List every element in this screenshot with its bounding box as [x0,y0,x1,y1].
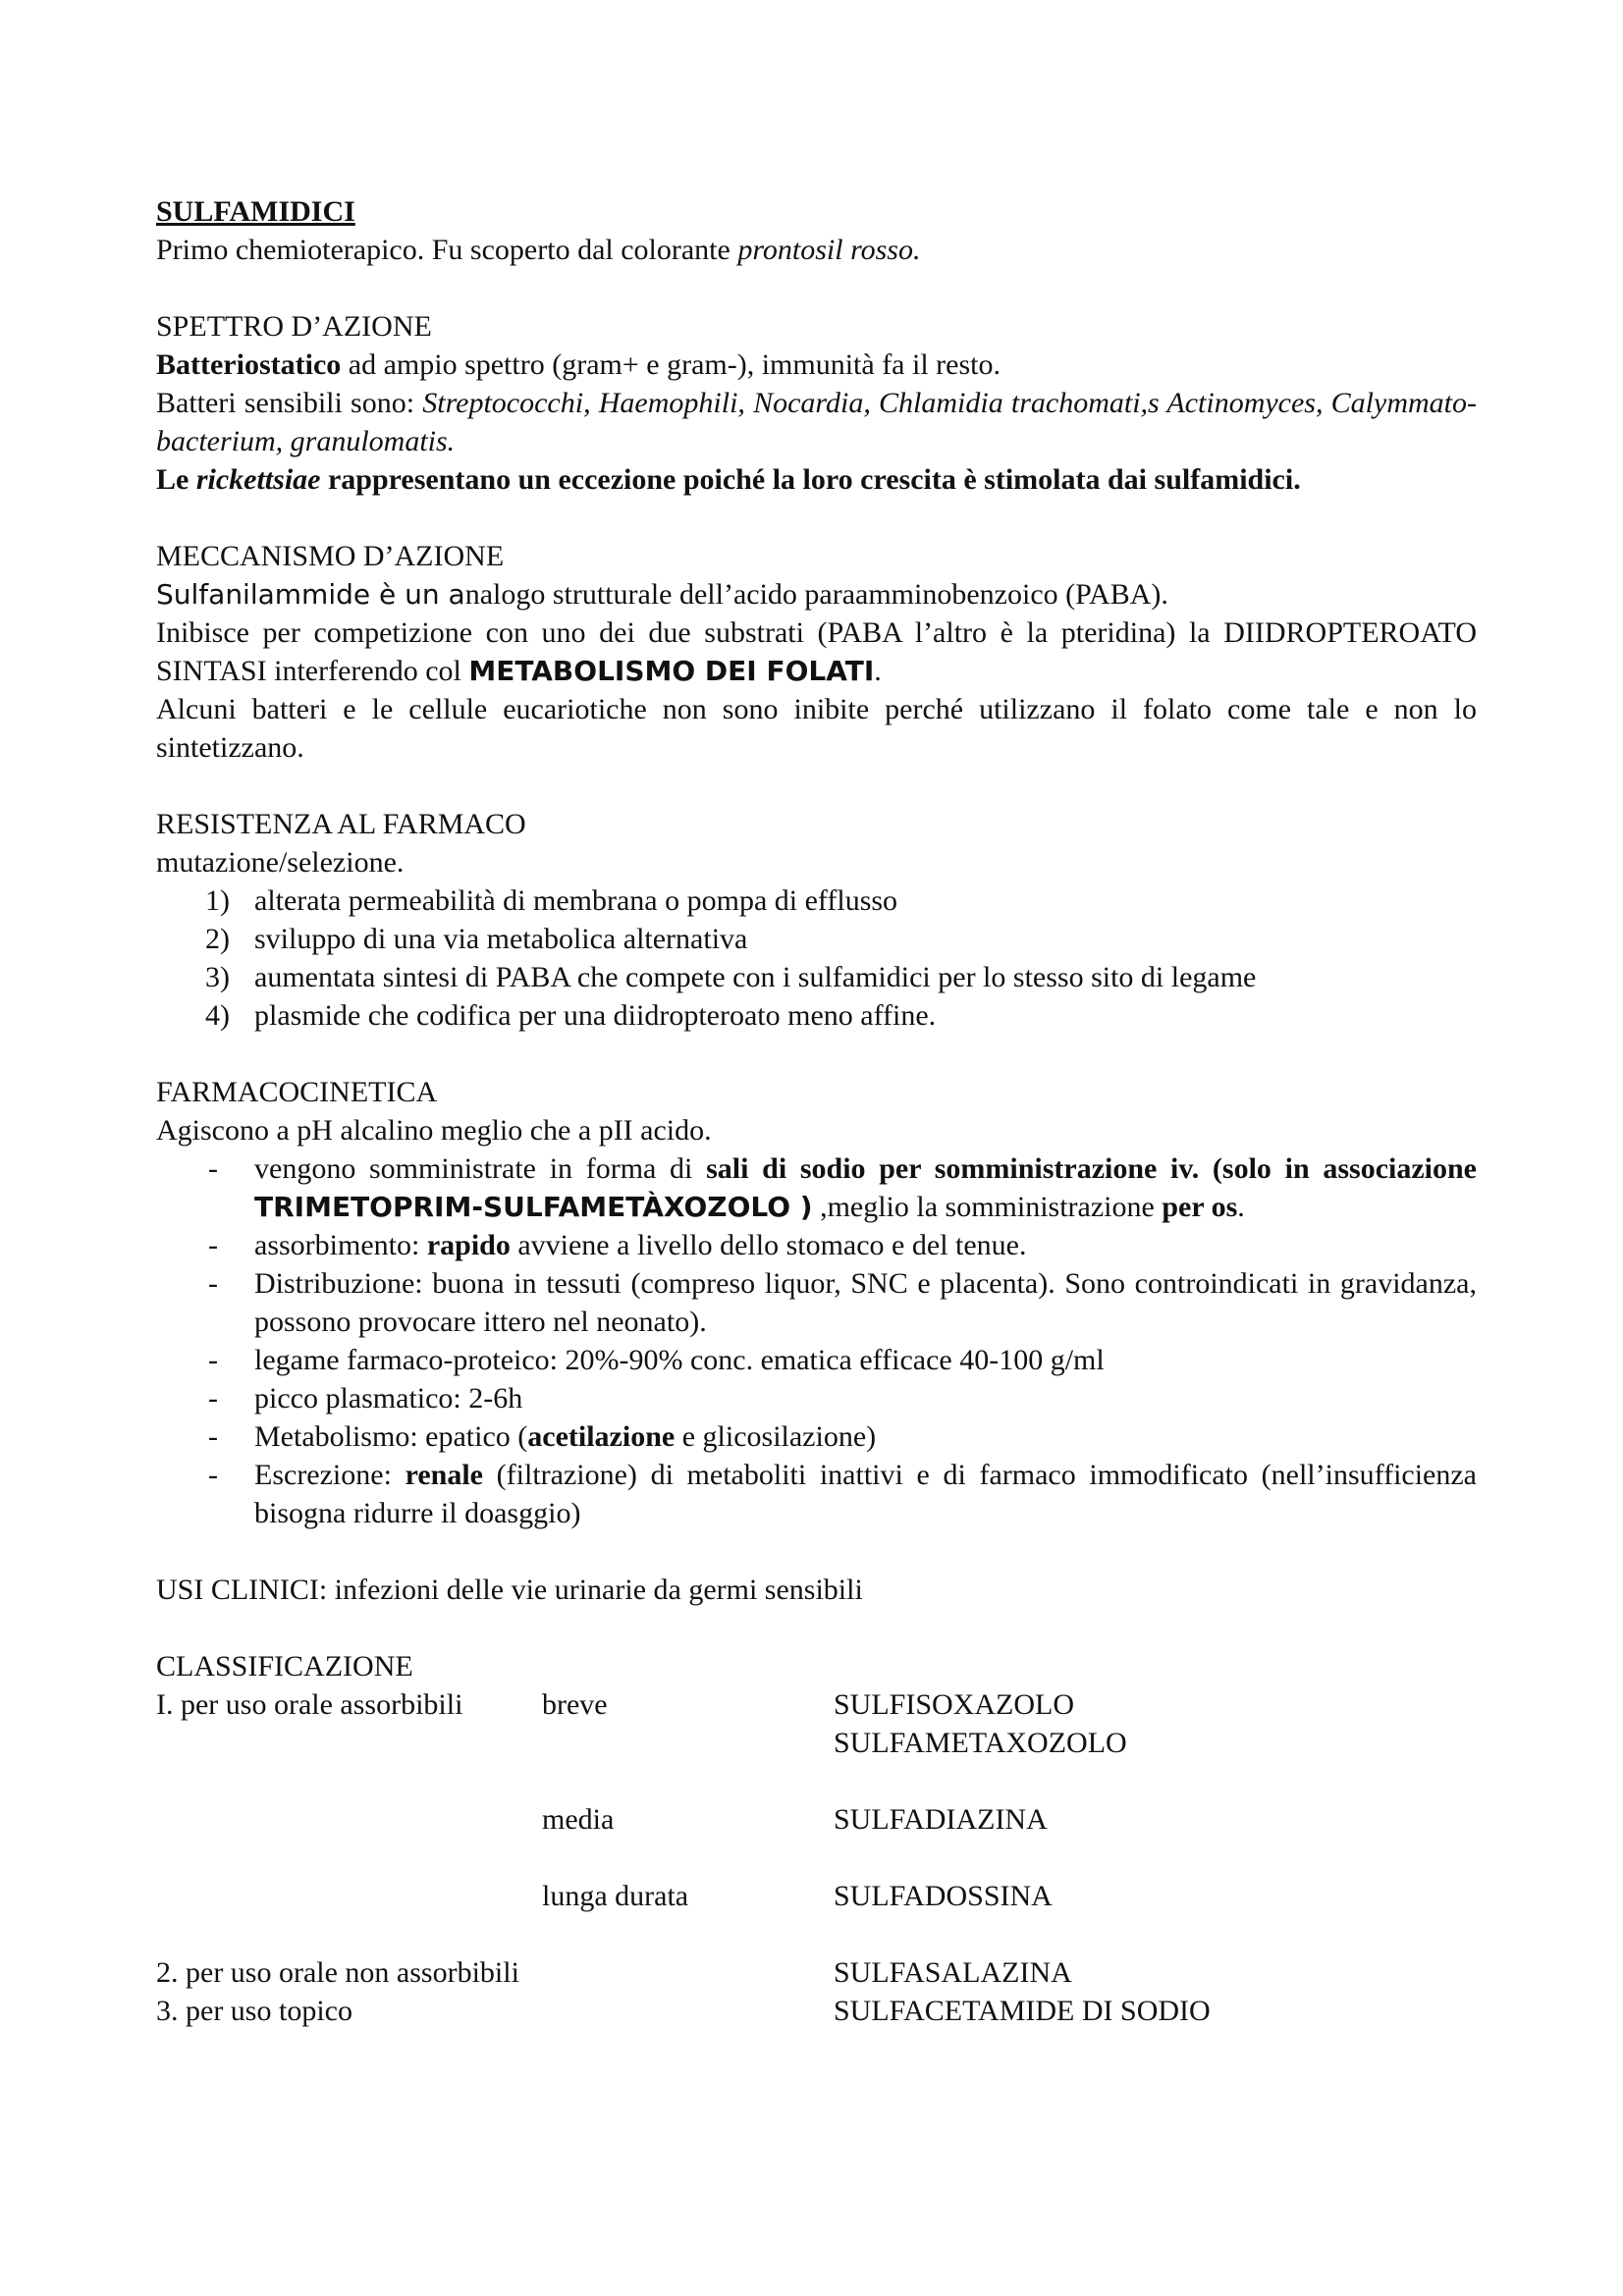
resistenza-section [156,805,1477,1035]
spettro-line-1: Batteriostatico ad ampio spettro (gram+ e gram-), immunità fa il resto. [156,348,1001,381]
spettro-section [156,307,1477,499]
farmacocinetica-list [156,1149,1477,1532]
usi-clinici: USI CLINICI: infezioni delle vie urinarie da germi sensibili [156,1574,863,1606]
table-cell [542,1953,834,1992]
list-item: 1) alterata permeabilità di membrana o pompa di efflusso [205,884,898,917]
table-cell [156,1839,542,1877]
table-cell [156,1800,542,1839]
classificazione-section [156,1647,1477,2030]
table-cell: 2. per uso orale non assorbibili [156,1956,519,1989]
meccanismo-paragraph-3: Alcuni batteri e le cellule eucariotiche non sono inibite perché utilizzano il folato come tale e non lo sintetizzano. [156,693,1477,764]
table-cell [156,1877,542,1915]
document-page [156,192,1477,2030]
section-heading: SPETTRO D’AZIONE [156,310,432,343]
table-cell [542,1839,834,1877]
spettro-line-3: Le rickettsiae rappresentano un eccezione poiché la loro crescita è stimolata dai sulfamidici. [156,463,1301,496]
document-title: SULFAMIDICI [156,195,355,228]
intro-paragraph: Primo chemioterapico. Fu scoperto dal colorante prontosil rosso. [156,234,921,266]
table-cell [156,1762,542,1800]
list-item: - legame farmaco-proteico: 20%-90% conc. ematica efficace 40-100 g/ml [208,1344,1105,1376]
section-heading: RESISTENZA AL FARMACO [156,808,526,840]
list-item: - vengono somministrate in forma di sali di sodio per somministrazione iv. (solo in associazione TRIMETOPRIM-SULFAMETÀXOZOLO ) ,meglio la somministrazione per os. [208,1152,1477,1223]
resistenza-intro: mutazione/selezione. [156,846,405,879]
list-item: - Metabolismo: epatico (acetilazione e glicosilazione) [208,1420,877,1453]
list-item: - assorbimento: rapido avviene a livello dello stomaco e del tenue. [208,1229,1027,1261]
classificazione-table [156,1685,1477,2030]
section-heading: CLASSIFICAZIONE [156,1650,413,1682]
table-cell: SULFACETAMIDE DI SODIO [834,1995,1211,2027]
table-cell [156,1724,542,1762]
table-cell: SULFAMETAXOZOLO [834,1727,1127,1759]
resistenza-list [156,881,1477,1035]
table-cell [834,1915,1477,1953]
spettro-line-2: Batteri sensibili sono: Streptococchi, Haemophili, Nocardia, Chlamidia trachomati,s Actinomyces, Calymmato-bacterium, granulomatis. [156,387,1477,457]
farmacocinetica-section [156,1073,1477,1532]
list-item: 2) sviluppo di una via metabolica alternativa [205,923,748,955]
list-item: 3) aumentata sintesi di PABA che compete con i sulfamidici per lo stesso sito di legame [205,961,1257,993]
table-cell: SULFADOSSINA [834,1880,1053,1912]
table-cell [542,1762,834,1800]
section-heading: MECCANISMO D’AZIONE [156,540,505,572]
section-heading: FARMACOCINETICA [156,1076,438,1108]
list-item: - picco plasmatico: 2-6h [208,1382,523,1415]
table-cell: lunga durata [542,1880,689,1912]
table-cell [156,1915,542,1953]
meccanismo-paragraph-1: Sulfanilammide è un analogo strutturale dell’acido paraamminobenzoico (PABA). [156,578,1168,611]
table-cell: 3. per uso topico [156,1995,352,2027]
table-cell: I. per uso orale assorbibili [156,1688,463,1721]
table-cell: breve [542,1688,608,1721]
farmacocinetica-intro: Agiscono a pH alcalino meglio che a pII acido. [156,1114,712,1147]
meccanismo-paragraph-2: Inibisce per competizione con uno dei due substrati (PABA l’altro è la pteridina) la DIIDROPTEROATO SINTASI interferendo col METABOLISMO DEI FOLATI. [156,616,1477,687]
list-item: 4) plasmide che codifica per una diidropteroato meno affine. [205,999,937,1032]
meccanismo-section [156,537,1477,767]
table-cell: media [542,1803,615,1836]
list-item: - Escrezione: renale (filtrazione) di metaboliti inattivi e di farmaco immodificato (nell’insufficienza bisogna ridurre il doasggio) [208,1459,1477,1529]
table-cell [542,1724,834,1762]
table-cell [542,1992,834,2030]
table-cell: SULFASALAZINA [834,1956,1072,1989]
table-cell [834,1762,1477,1800]
list-item: - Distribuzione: buona in tessuti (compreso liquor, SNC e placenta). Sono controindicati in gravidanza, possono provocare ittero nel neonato). [208,1267,1477,1338]
table-cell: SULFISOXAZOLO [834,1688,1075,1721]
table-cell [542,1915,834,1953]
table-cell [834,1839,1477,1877]
table-cell: SULFADIAZINA [834,1803,1048,1836]
